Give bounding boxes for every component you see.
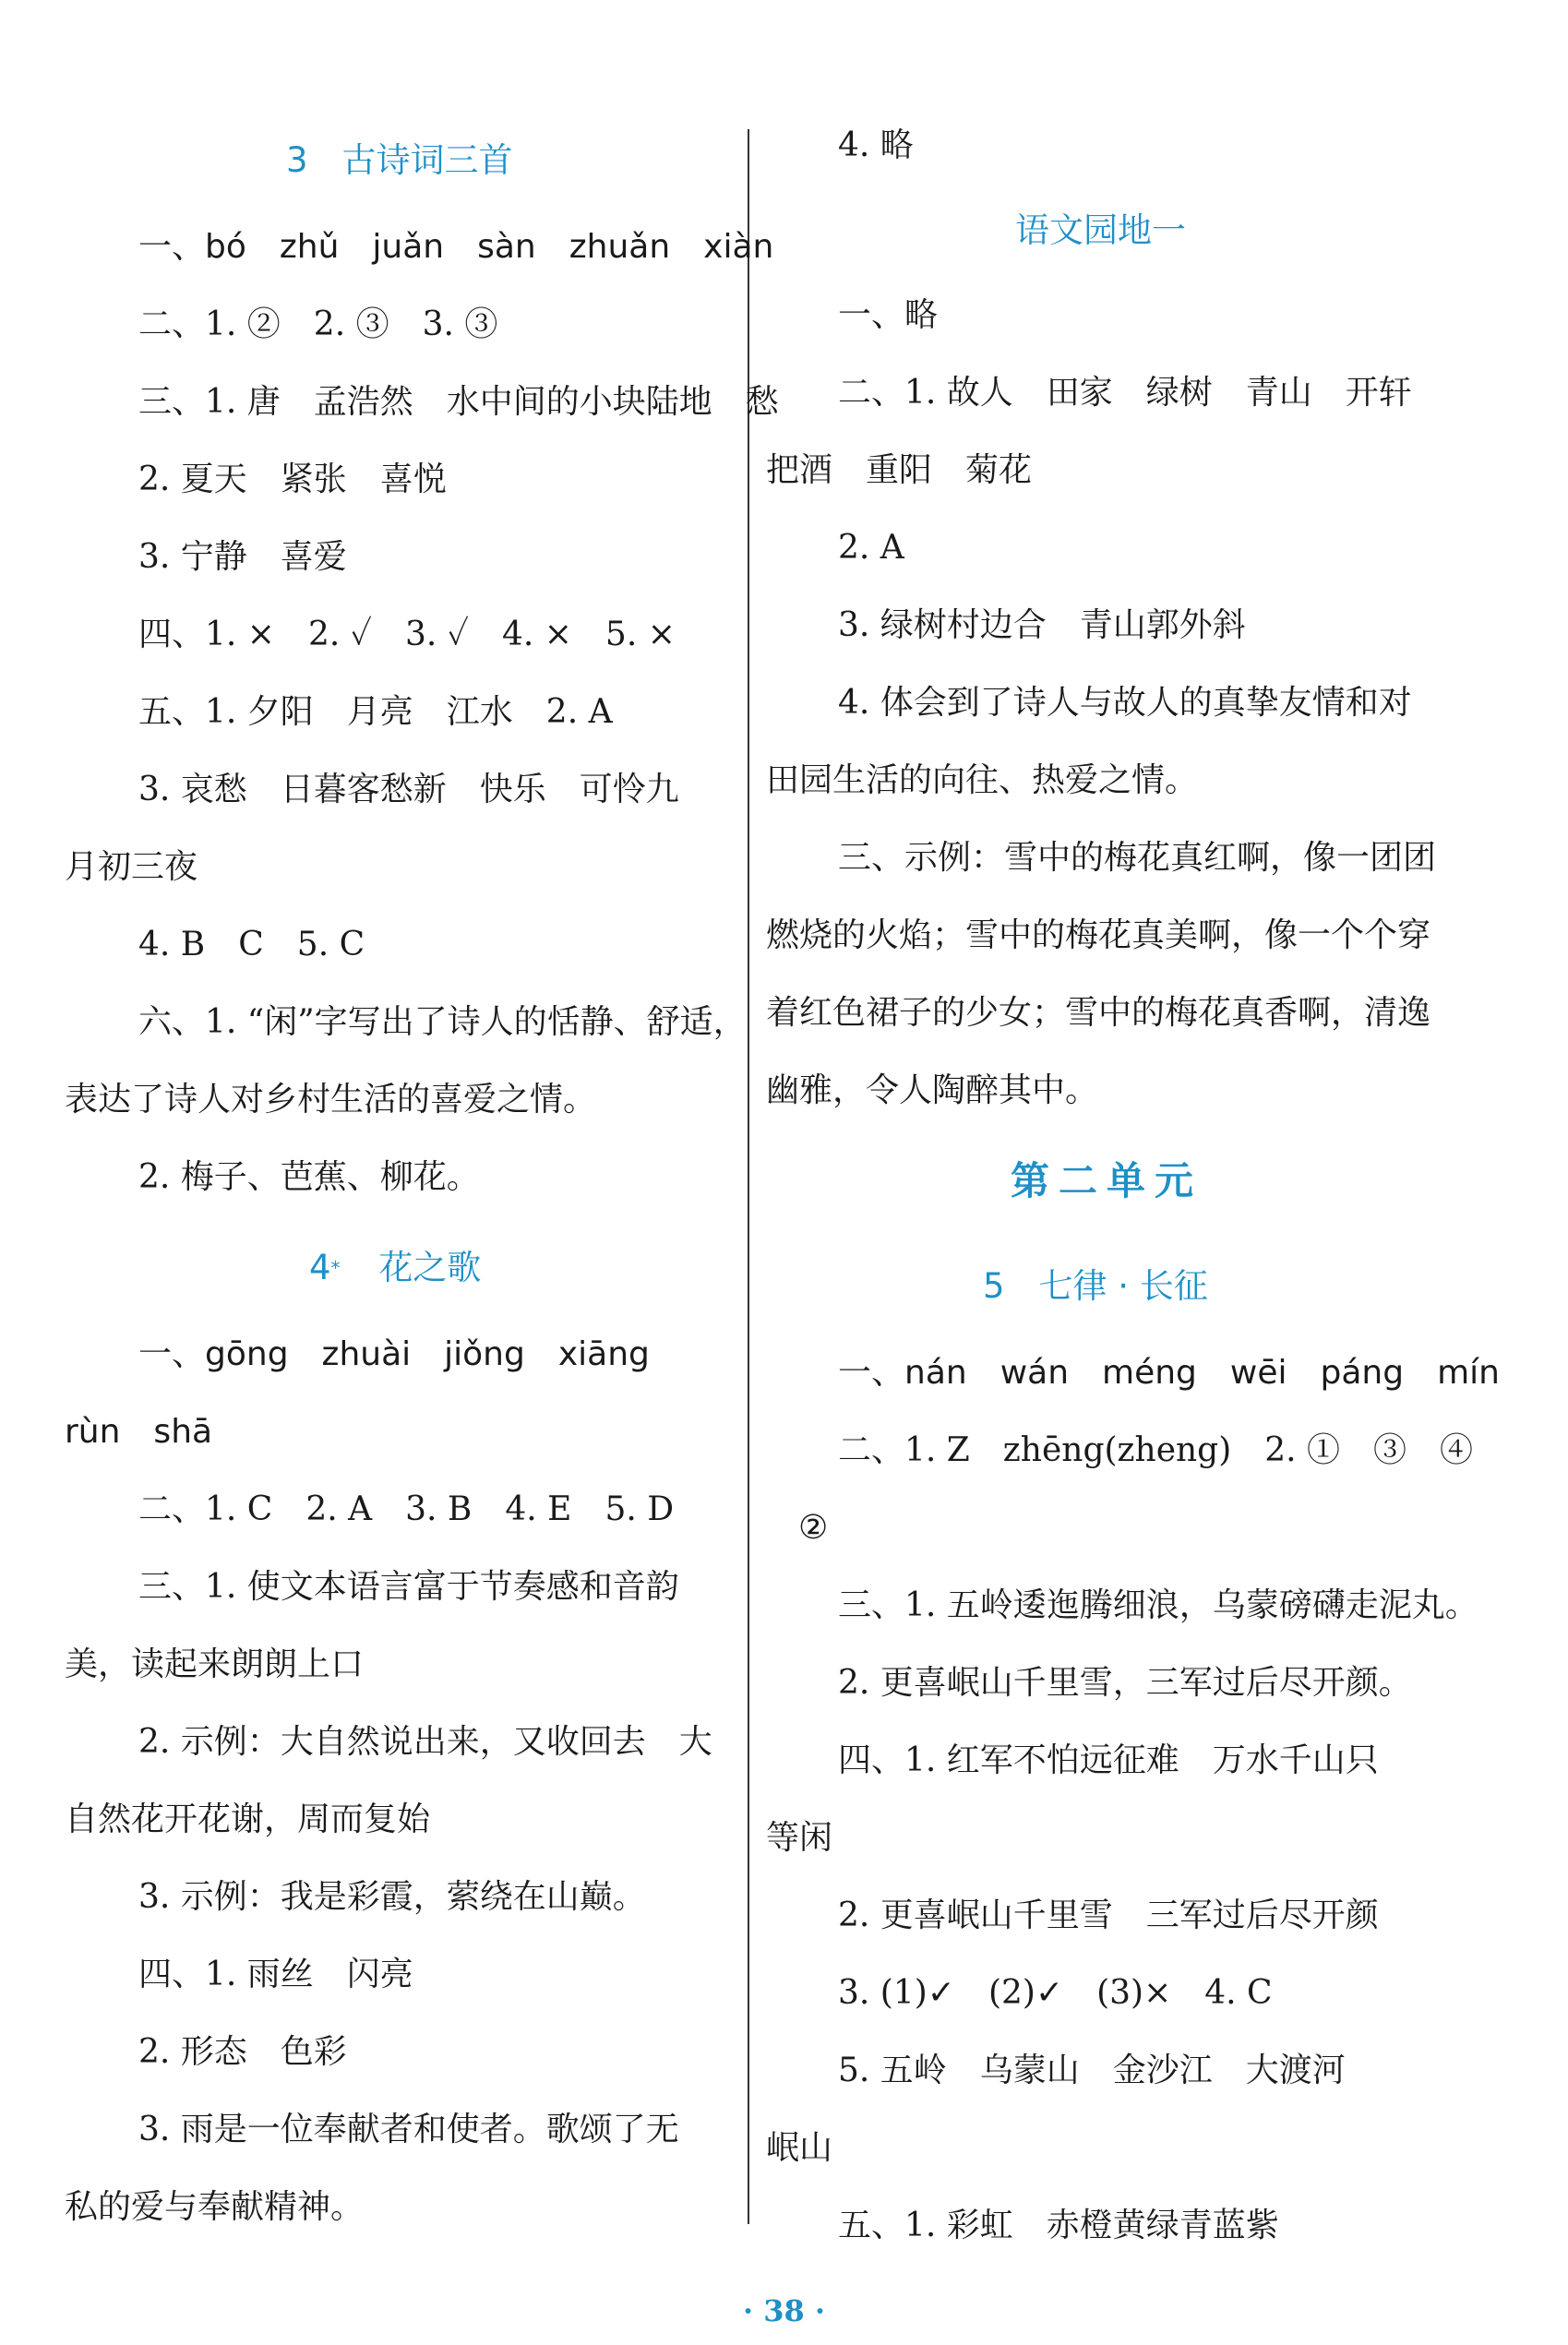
answer-line: 岷山 xyxy=(766,2129,833,2167)
answer-line: 3. 示例：我是彩霞，萦绕在山巅。 xyxy=(138,1878,646,1916)
unit-title: 第二单元 xyxy=(1011,1158,1203,1203)
answer-line: 4. B C 5. C xyxy=(138,926,365,963)
answer-line: 5. 五岭 乌蒙山 金沙江 大渡河 xyxy=(838,2052,1346,2089)
answer-line: 一、略 xyxy=(838,296,939,334)
answer-line: 三、1. 五岭逶迤腾细浪，乌蒙磅礴走泥丸。 xyxy=(838,1586,1478,1624)
answer-line: 一、nán wán méng wēi páng mín xyxy=(838,1354,1500,1392)
answer-line: 一、gōng zhuài jiǒng xiāng xyxy=(138,1335,650,1373)
answer-line: 2. 形态 色彩 xyxy=(138,2033,347,2071)
answer-line: 私的爱与奉献精神。 xyxy=(65,2188,365,2226)
answer-line: ② xyxy=(798,1509,829,1547)
answer-line: 田园生活的向往、热爱之情。 xyxy=(766,761,1199,799)
answer-line: 五、1. 彩虹 赤橙黄绿青蓝紫 xyxy=(838,2207,1279,2244)
answer-line: 3. 哀愁 日暮客愁新 快乐 可怜九 xyxy=(138,771,679,808)
answer-line: 二、1. Z zhēng(zheng) 2. ① ③ ④ xyxy=(838,1431,1474,1469)
answer-line: rùn shā xyxy=(65,1413,213,1451)
answer-line: 二、1. 故人 田家 绿树 青山 开轩 xyxy=(838,374,1412,412)
optional-star: * xyxy=(330,1257,341,1279)
answer-line: 着红色裙子的少女；雪中的梅花真香啊，清逸 xyxy=(766,994,1431,1032)
answer-line: 四、1. 红军不怕远征难 万水千山只 xyxy=(838,1741,1379,1779)
answer-line: 三、1. 唐 孟浩然 水中间的小块陆地 愁 xyxy=(138,383,779,421)
answer-line: 六、1. “闲”字写出了诗人的恬静、舒适， xyxy=(138,1003,747,1041)
answer-line: 3. (1)✓ (2)✓ (3)× 4. C xyxy=(838,1974,1273,2012)
answer-line: 自然花开花谢，周而复始 xyxy=(65,1801,431,1838)
answer-line: 2. A xyxy=(838,529,904,567)
section-5-title: 5 七律 · 长征 xyxy=(983,1266,1208,1306)
page-number-value: 38 xyxy=(763,2293,805,2328)
answer-line: 3. 绿树村边合 青山郭外斜 xyxy=(838,606,1246,644)
answer-line: 3. 雨是一位奉献者和使者。歌颂了无 xyxy=(138,2111,679,2148)
section-4-name: 花之歌 xyxy=(378,1248,482,1287)
answer-line: 二、1. ② 2. ③ 3. ③ xyxy=(138,305,498,343)
answer-line: 4. 略 xyxy=(838,126,914,164)
answer-line: 等闲 xyxy=(766,1819,833,1857)
answer-line: 美，读起来朗朗上口 xyxy=(65,1645,365,1683)
answer-line: 四、1. × 2. ✓ 3. ✓ 4. × 5. × xyxy=(138,616,676,653)
page-number: · 38 · xyxy=(742,2293,826,2328)
answer-line: 月初三夜 xyxy=(65,848,198,886)
answer-line: 4. 体会到了诗人与故人的真挚友情和对 xyxy=(838,684,1412,722)
answer-line: 二、1. C 2. A 3. B 4. E 5. D xyxy=(138,1490,675,1528)
answer-line: 3. 宁静 喜爱 xyxy=(138,538,347,576)
answer-line: 2. 梅子、芭蕉、柳花。 xyxy=(138,1158,480,1196)
answer-line: 2. 示例：大自然说出来，又收回去 大 xyxy=(138,1723,712,1761)
answer-line: 一、bó zhǔ juǎn sàn zhuǎn xiàn xyxy=(138,228,774,266)
answer-line: 五、1. 夕阳 月亮 江水 2. A xyxy=(138,693,613,731)
answer-line: 2. 更喜岷山千里雪 三军过后尽开颜 xyxy=(838,1896,1379,1934)
section-4-title xyxy=(309,1248,481,1288)
answer-line: 三、1. 使文本语言富于节奏感和音韵 xyxy=(138,1568,679,1606)
section-4-number: 4 xyxy=(309,1248,331,1287)
answer-line: 2. 夏天 紧张 喜悦 xyxy=(138,461,447,498)
section-3-title: 3 古诗词三首 xyxy=(286,140,513,180)
answer-line: 表达了诗人对乡村生活的喜爱之情。 xyxy=(65,1081,597,1119)
garden-title: 语文园地一 xyxy=(1015,210,1186,250)
answer-line: 燃烧的火焰；雪中的梅花真美啊，像一个个穿 xyxy=(766,916,1431,954)
answer-line: 四、1. 雨丝 闪亮 xyxy=(138,1956,413,1993)
answer-line: 2. 更喜岷山千里雪，三军过后尽开颜。 xyxy=(838,1664,1412,1702)
answer-line: 把酒 重阳 菊花 xyxy=(766,451,1033,489)
answer-line: 三、示例：雪中的梅花真红啊，像一团团 xyxy=(838,839,1437,877)
column-divider xyxy=(748,129,749,2224)
answer-line: 幽雅，令人陶醉其中。 xyxy=(766,1071,1099,1109)
